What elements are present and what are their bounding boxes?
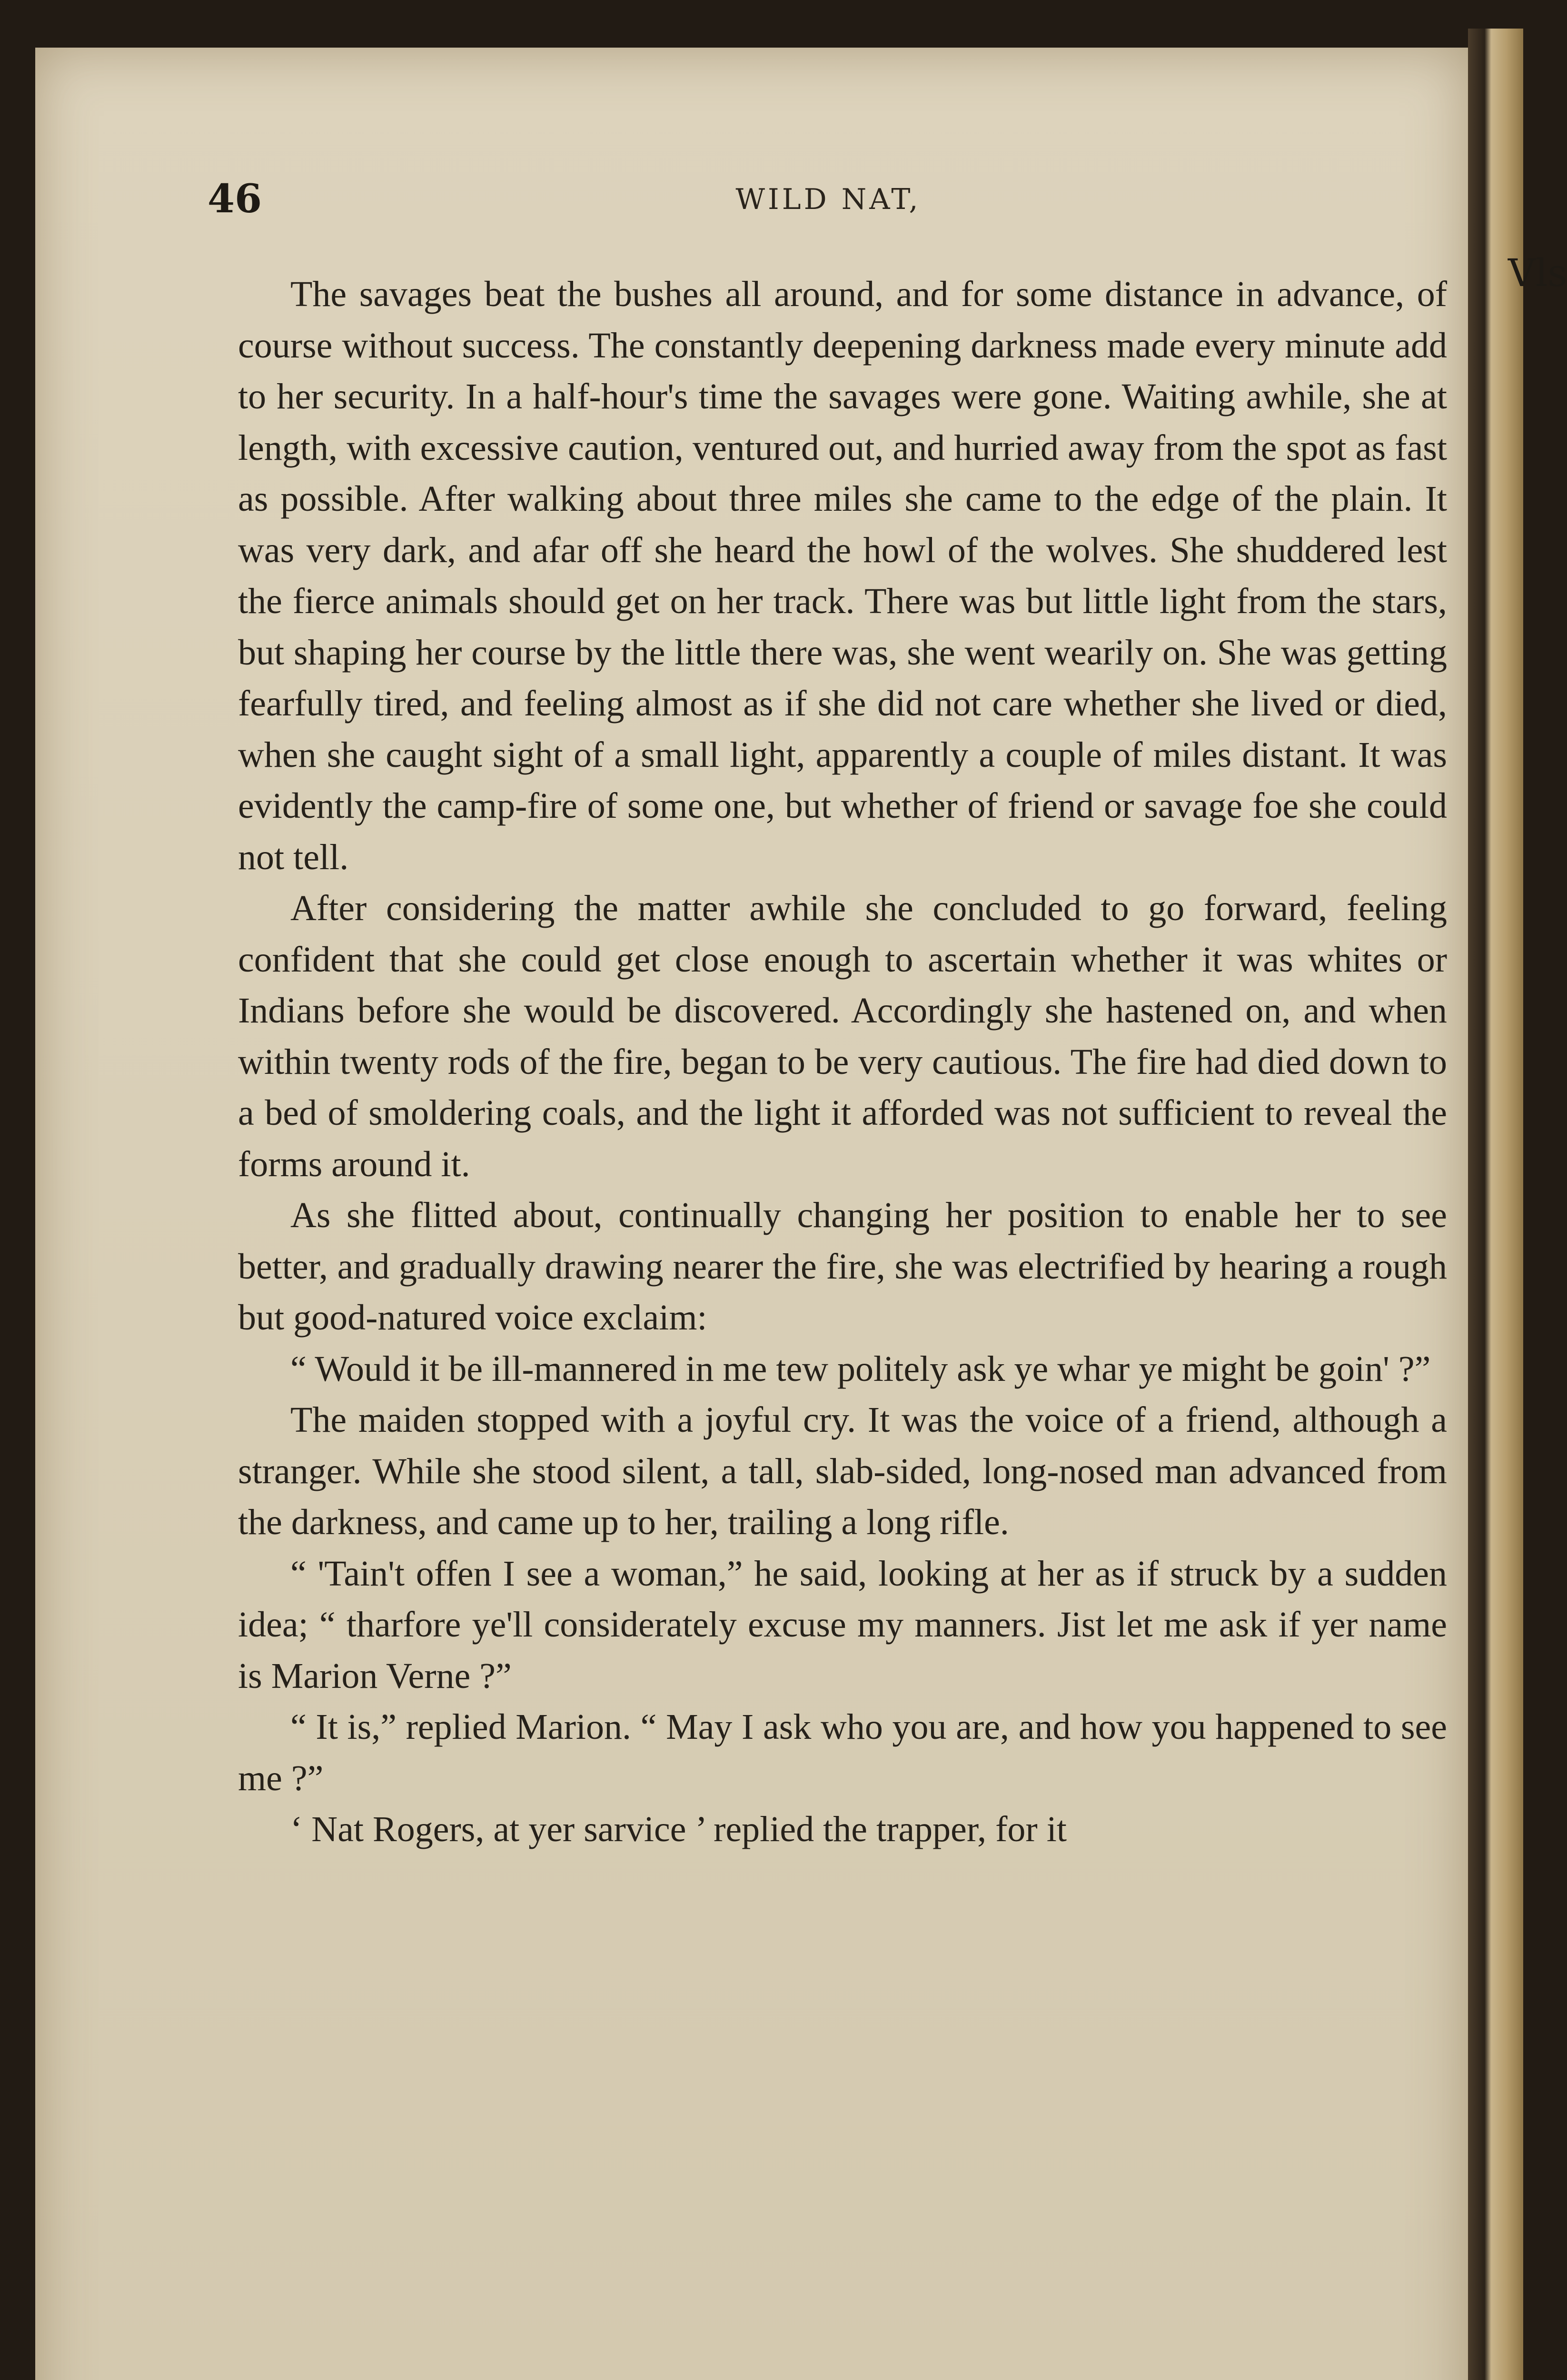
running-head: WILD NAT, [735,183,921,216]
adjacent-page-fragment: Vls [1508,251,1567,295]
page-number: 46 [208,176,262,222]
paragraph: “ Would it be ill-mannered in me tew politely ask ye whar ye might be goin' ?” [290,1349,1431,1389]
paragraph: The maiden stopped with a joyful cry. It was the voice of a friend, although a stranger. While she stood silent, a tall, slab-sided, long-nosed man advanced from the darkness, and came up to her, trailing a long rifle. [238,1400,1447,1542]
paragraph: After considering the matter awhile she concluded to go forward, feeling confident that she could get close enough to ascertain whether it was whites or Indians before she would be discovered. Accordingly she hastened on, and when within twenty rods of the fire, began to be very cautious. The fire had died down to a bed of smoldering coals, and the light it afforded was not sufficient to reveal the forms around it. [238,888,1447,1184]
page-header [208,176,1449,228]
paragraph: As she flitted about, continually changing her position to enable her to see better, and gradually drawing nearer the fire, she was electrified by hearing a rough but good-natured voice exclaim: [238,1195,1447,1338]
paragraph: “ It is,” replied Marion. “ May I ask who you are, and how you happened to see me ?” [238,1707,1447,1798]
body-text [238,269,1447,1855]
paragraph: “ 'Tain't offen I see a woman,” he said, looking at her as if struck by a sudden idea; “ tharfore ye'll considerately excuse my manners. Jist let me ask if yer name is Marion Verne ?” [238,1553,1447,1696]
paragraph: ‘ Nat Rogers, at yer sarvice ’ replied the trapper, for it [290,1809,1067,1849]
paragraph: The savages beat the bushes all around, and for some distance in advance, of course without success. The constantly deepening darkness made every minute add to her security. In a half-hour's time the savages were gone. Waiting awhile, she at length, with excessive caution, ventured out, and hurried away from the spot as fast as possible. After walking about three miles she came to the edge of the plain. It was very dark, and afar off she heard the howl of the wolves. She shuddered lest the fierce animals should get on her track. There was but little light from the stars, but shaping her course by the little there was, she went wearily on. She was getting fearfully tired, and feeling almost as if she did not care whether she lived or died, when she caught sight of a small light, apparently a couple of miles distant. It was evidently the camp-fire of some one, but whether of friend or savage foe she could not tell. [238,274,1447,877]
